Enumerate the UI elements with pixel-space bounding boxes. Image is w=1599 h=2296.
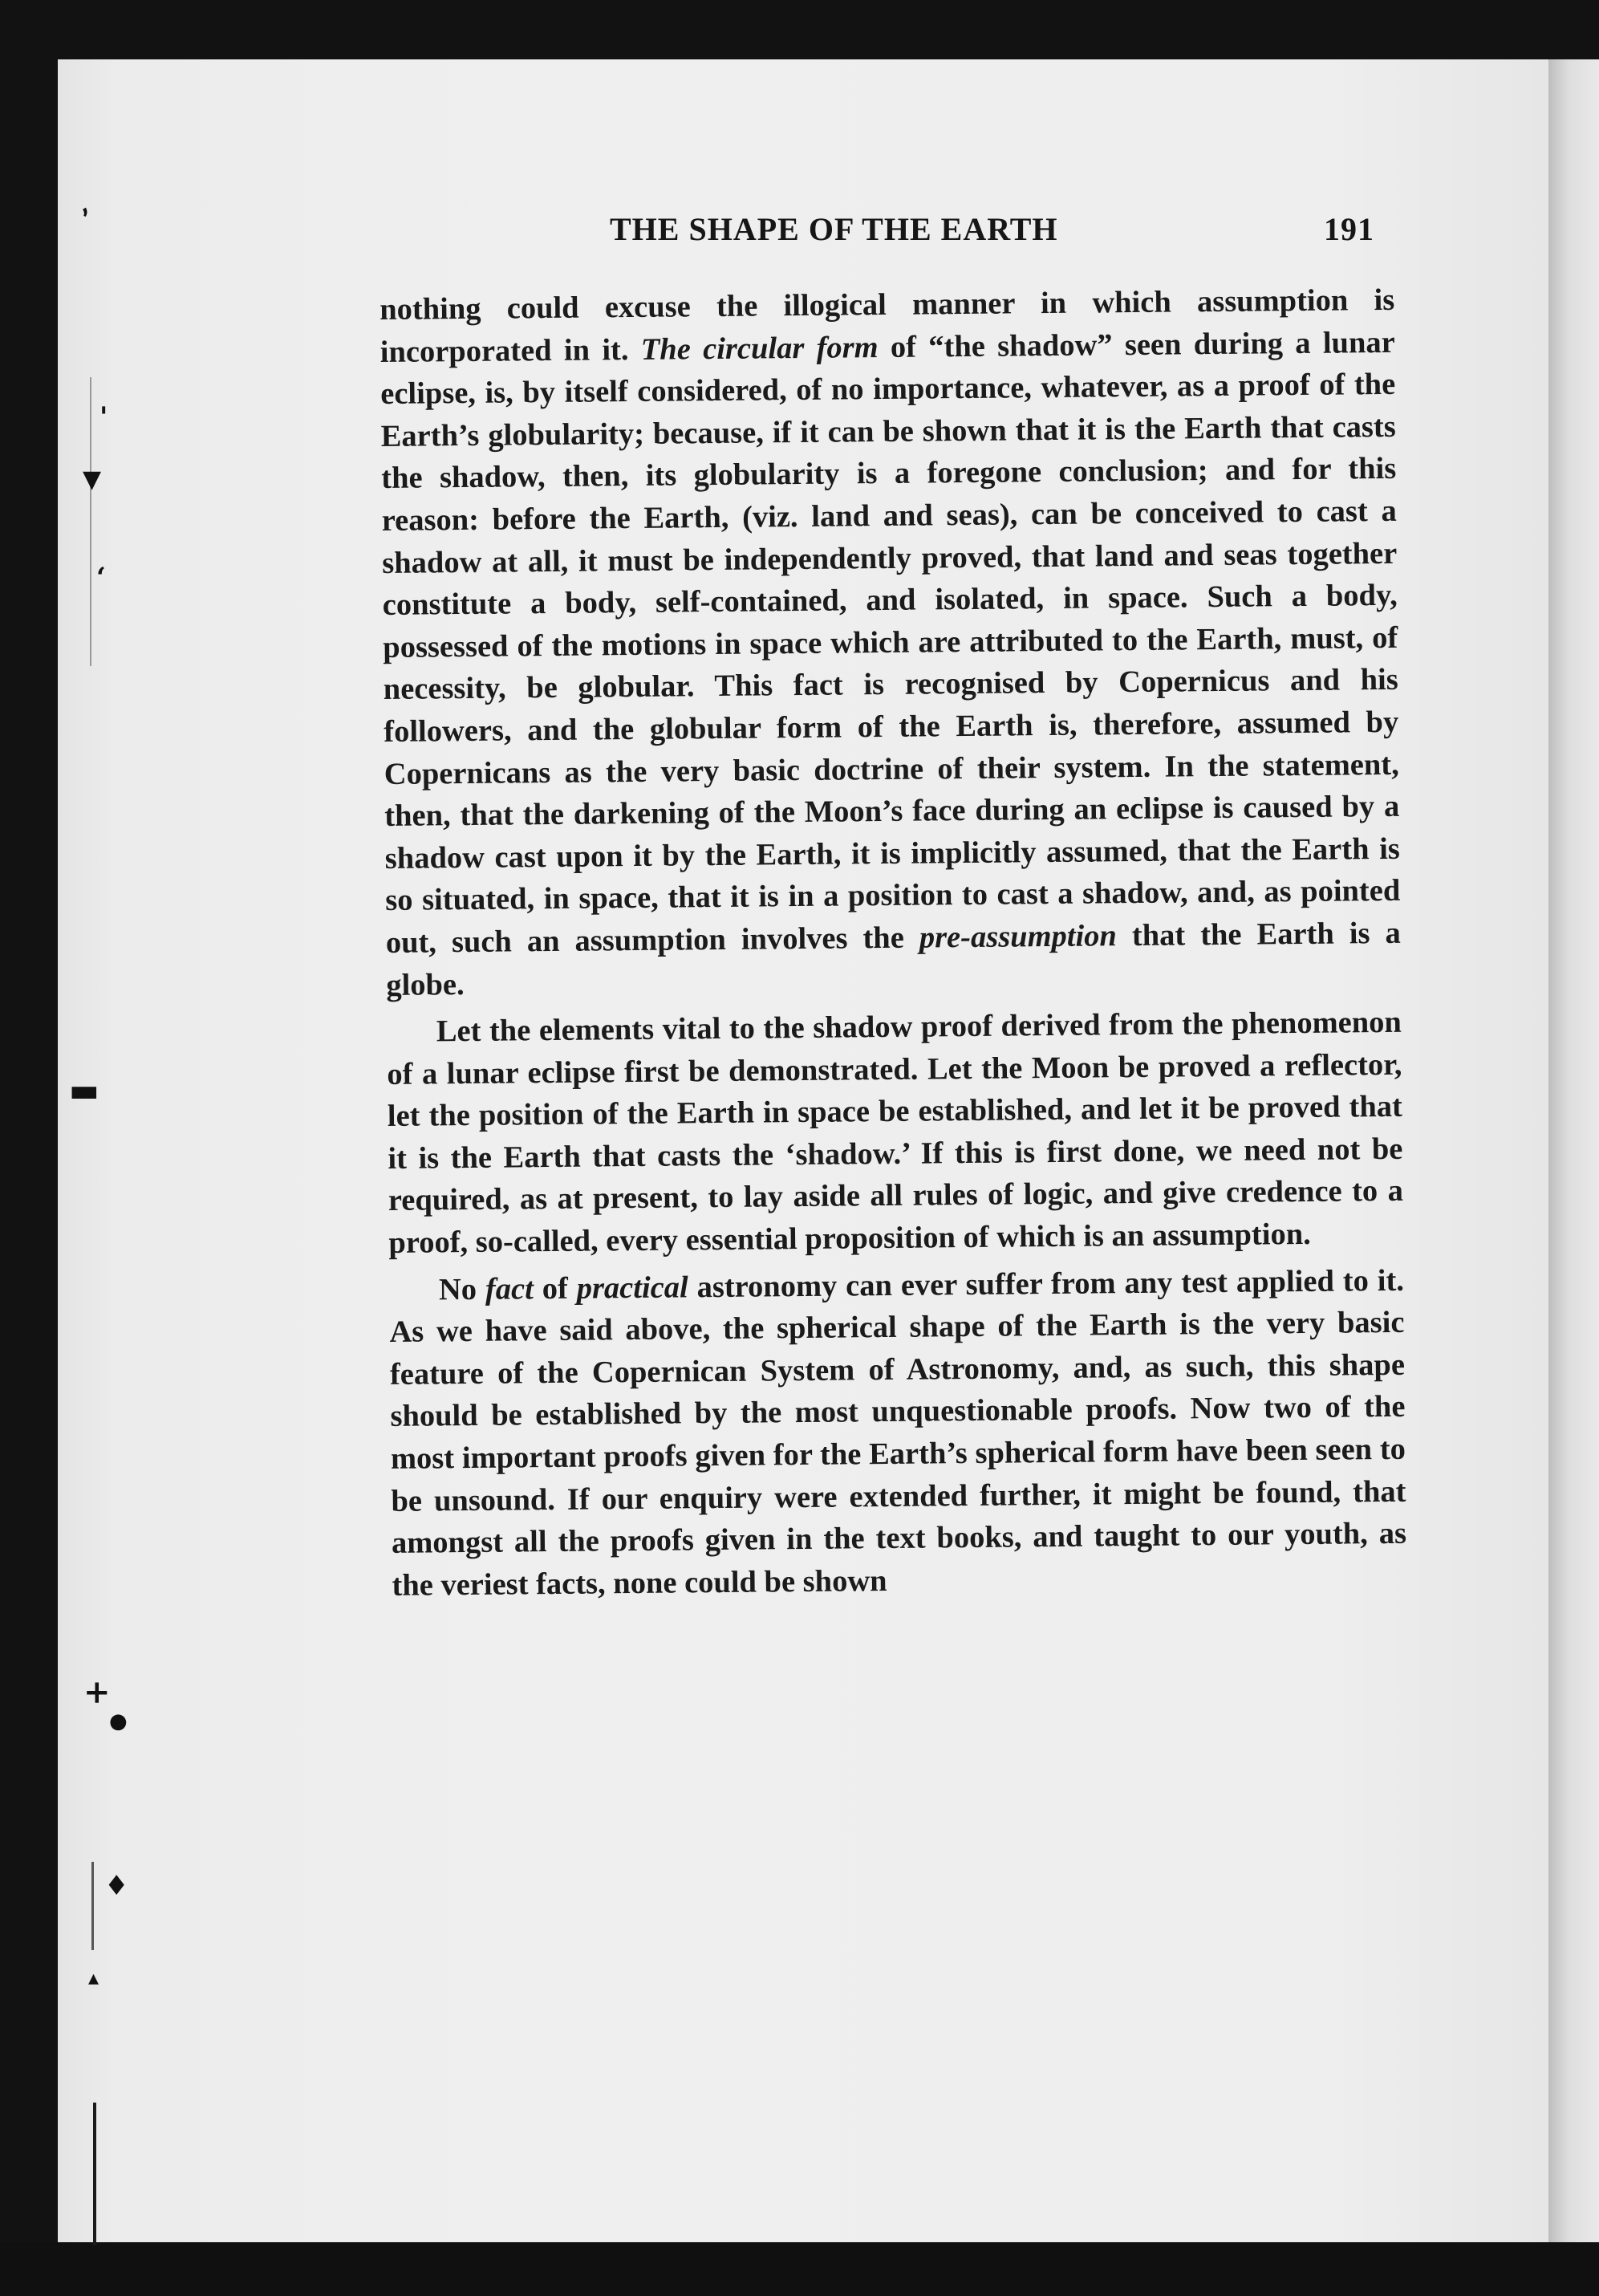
italic-run: fact [485, 1271, 534, 1306]
gutter-speck: ● [109, 1709, 128, 1733]
italic-run: pre-assumption [919, 919, 1118, 955]
text-run: astronomy can ever suffer from any test applied to it. As we have said above, the spherical shape of the Earth is the very basic feature of the Copernican System of Astronomy, and, as such, this shape should be established by the most unquestionable proofs. Now two of the most important proofs given for the Earth’s spherical form have been seen to be unsound. If our enquiry were extended further, it might be found, that amongst all the proofs given in the text books, and taught to our youth, as the veriest facts, none could be shown [389, 1263, 1407, 1603]
paragraph-1 [379, 279, 1402, 1006]
gutter-speck: ‘ [96, 562, 106, 594]
italic-run: The circular form [640, 330, 879, 367]
gutter-speck: ▴ [88, 1966, 99, 1990]
text-run: nothing could excuse the illogical manner in which assumption is incorporated in it. [379, 282, 1395, 369]
gutter-line [90, 377, 91, 666]
text-run: No [438, 1272, 486, 1307]
gutter-speck: + [83, 1673, 111, 1711]
paragraph-2 [387, 1002, 1404, 1265]
text-run: that the Earth is a globe. [386, 916, 1401, 1002]
scan-border-bottom [0, 2242, 1599, 2296]
paragraph-3 [389, 1259, 1407, 1607]
page-number: 191 [1324, 211, 1374, 247]
text-run: Let the elements vital to the shadow proof derived from the phenomenon of a lunar eclipse first be demonstrated. Let the Moon be proved a reflector, let the position of the Earth in space be established, and let it be proved that it is the Earth that casts the ‘shadow.’ If this is first done, we need not be required, as at present, to lay aside all rules of logic, and give credence to a proof, so-called, every essential proposition of which is an assumption. [387, 1005, 1404, 1261]
text-run: of [533, 1271, 577, 1306]
running-head-title: THE SHAPE OF THE EARTH [610, 211, 1058, 247]
page-edge-shadow [1548, 59, 1599, 2242]
italic-run: practical [576, 1270, 688, 1306]
body-text [379, 279, 1407, 1607]
gutter-speck: ▼ [83, 465, 102, 494]
gutter-speck: ♦ [104, 1870, 129, 1902]
gutter-speck: ▬ [69, 1071, 99, 1109]
gutter-line [93, 2103, 96, 2245]
gutter-line [91, 1862, 94, 1950]
text-run: of “the shadow” seen during a lunar eclipse, is, by itself considered, of no importance, whatever, as a proof of the Earth’s globularity; because, if it can be shown that it is the Earth that casts the shadow, then, its globularity is a foregone conclusion; and for this reason: before the Earth, (viz. land and seas), can be conceived to cast a shadow at all, it must be independently proved, that land and seas together constitute a body, self-contained, and isolated, in space. Such a body, possessed of the motions in space which are attributed to the Earth, must, of necessity, be globular. This fact is recognised by Copernicus and his followers, and the globular form of the Earth is, therefore, assumed by Copernicans as the very basic doctrine of their system. In the statement, then, that the darkening of the Moon’s face during an eclipse is caused by a shadow cast upon it by the Earth, it is implicitly assumed, that the Earth is so situated, in space, that it is in a position to cast a shadow, and, as pointed out, such an assumption involves the [380, 325, 1401, 960]
gutter-speck: ‚ [69, 188, 95, 221]
gutter-speck: ' [99, 401, 108, 433]
